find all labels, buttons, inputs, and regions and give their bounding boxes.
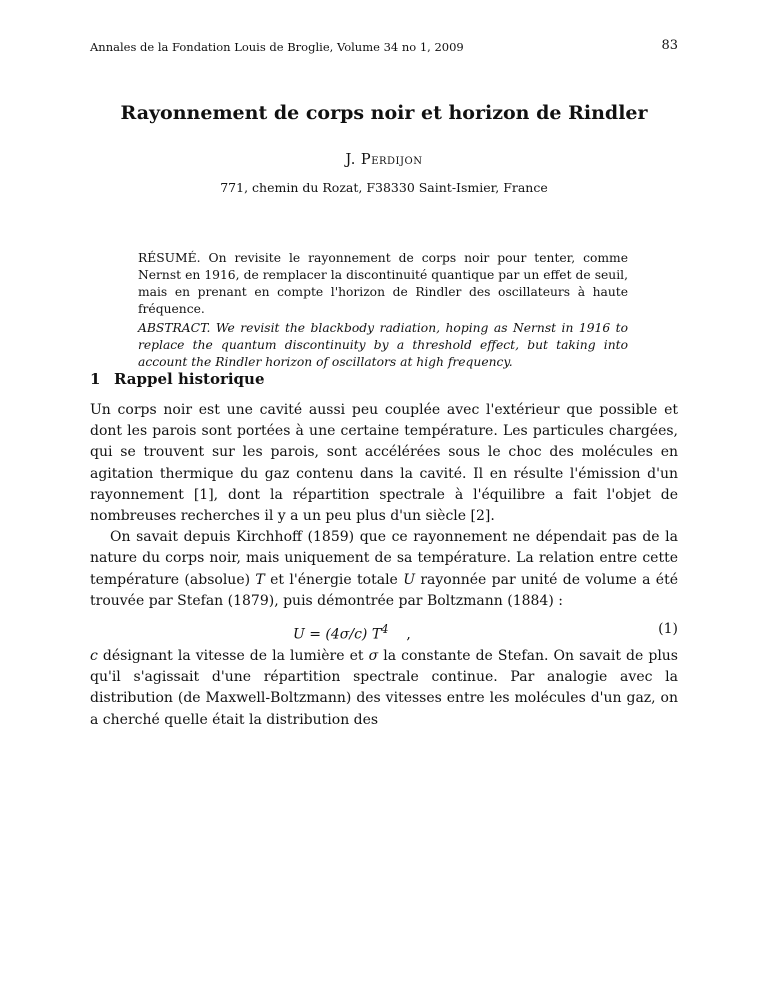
variable-c: c: [90, 648, 98, 665]
abstract-french-label: RÉSUMÉ.: [138, 251, 201, 265]
section-number: 1: [90, 370, 101, 388]
abstract-french: [138, 250, 628, 318]
equation-exponent: 4: [381, 622, 389, 637]
page-number: 83: [661, 38, 678, 53]
equation-formula: U = (4σ/c) $T^4$ ,: [293, 622, 411, 643]
body-text: [90, 400, 678, 731]
author-name: J. Perdijon: [345, 152, 423, 168]
abstract-french-text: On revisite le rayonnement de corps noir pour tenter, comme Nernst en 1916, de remplacer la discontinuité quantique par un effet de seuil, mais en prenant en compte l'horizon de Rindler des oscillateurs à haute fréquence.: [138, 251, 628, 316]
abstract-block: [138, 250, 628, 371]
equation-1: [90, 616, 678, 646]
section-heading: [90, 370, 678, 388]
journal-citation: Annales de la Fondation Louis de Broglie, Volume 34 no 1, 2009: [90, 40, 464, 54]
variable-sigma: σ: [368, 648, 379, 665]
paper-title: Rayonnement de corps noir et horizon de Rindler: [120, 102, 648, 124]
author-affiliation: 771, chemin du Rozat, F38330 Saint-Ismier, France: [220, 180, 548, 195]
equation-number: (1): [658, 621, 678, 638]
variable-T: T: [255, 571, 265, 588]
variable-U: U: [403, 571, 415, 588]
paragraph-3: c désignant la vitesse de la lumière et σ la constante de Stefan. On savait de plus qu'il s'agissait d'une répartition spectrale continue. Par analogie avec la distribution (de Maxwell-Boltzmann) des vitesses entre les molécules d'un gaz, on a cherché quelle était la distribution des: [90, 648, 678, 728]
paragraph-2: On savait depuis Kirchhoff (1859) que ce rayonnement ne dépendait pas de la nature du corps noir, mais uniquement de sa température. La relation entre cette température (absolue) T et l'énergie totale U rayonnée par unité de volume a été trouvée par Stefan (1879), puis démontrée par Boltzmann (1884) :: [90, 529, 678, 609]
abstract-english-text: We revisit the blackbody radiation, hoping as Nernst in 1916 to replace the quantum discontinuity by a threshold effect, but taking into account the Rindler horizon of oscillators at high frequency.: [138, 321, 628, 369]
section-title: Rappel historique: [114, 370, 265, 388]
abstract-english: [138, 320, 628, 371]
paragraph-1: Un corps noir est une cavité aussi peu couplée avec l'extérieur que possible et dont les parois sont portées à une certaine température. Les particules chargées, qui se trouvent sur les parois, sont accélérées sous le choc des molécules en agitation thermique du gaz contenu dans la cavité. Il en résulte l'émission d'un rayonnement [1], dont la répartition spectrale à l'équilibre a fait l'objet de nombreuses recherches il y a un peu plus d'un siècle [2].: [90, 402, 678, 525]
abstract-english-label: ABSTRACT.: [138, 321, 211, 335]
